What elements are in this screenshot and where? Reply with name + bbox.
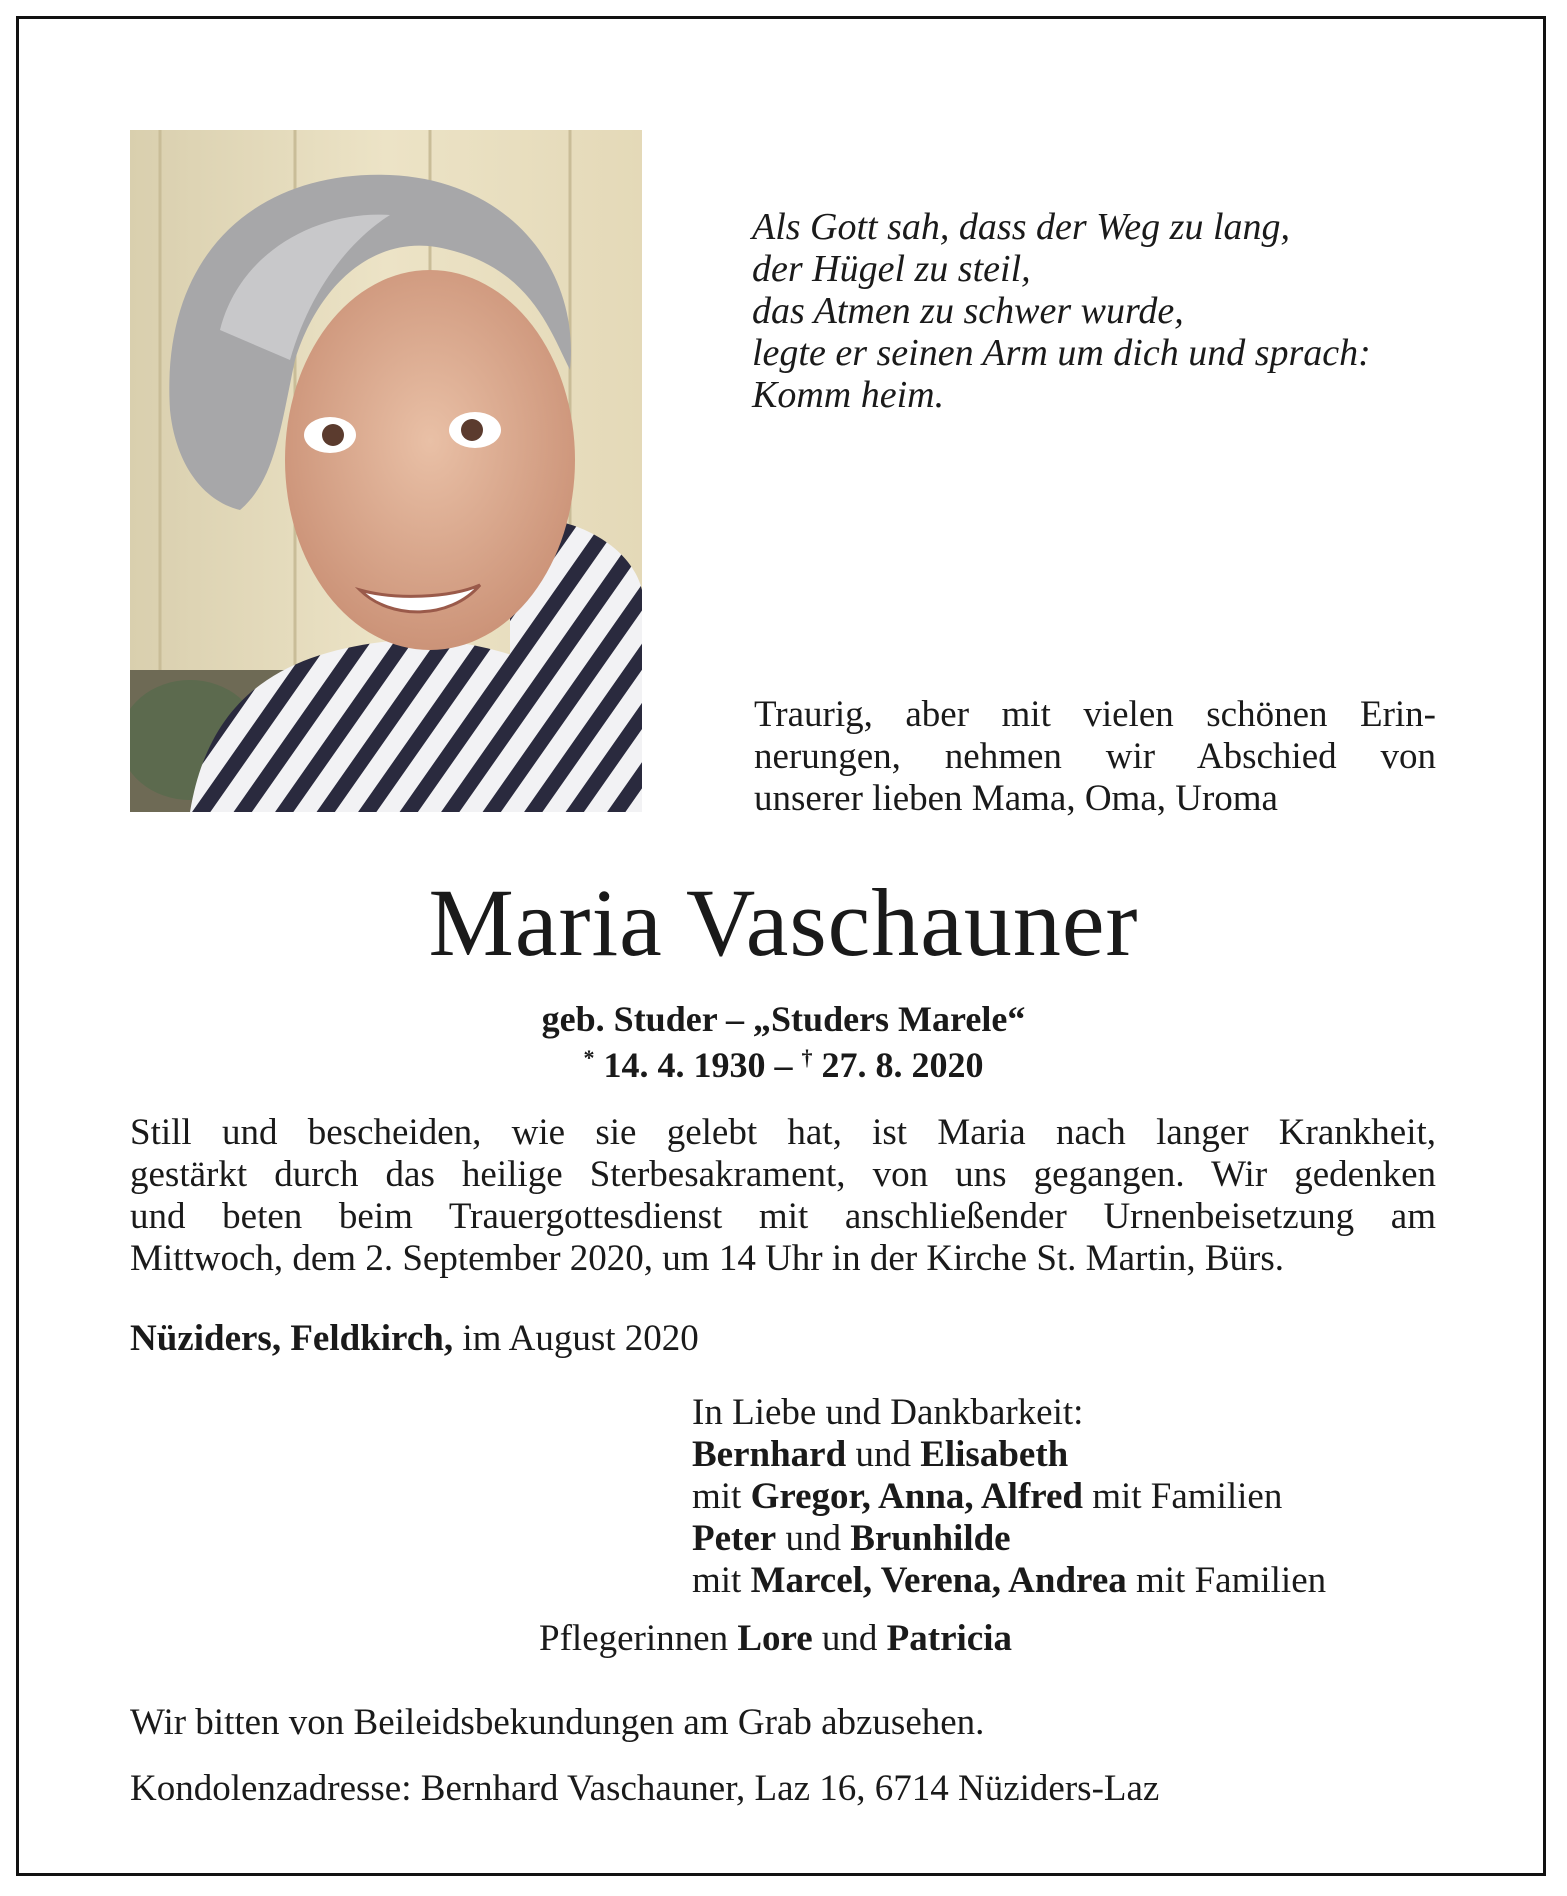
death-date: 27. 8. 2020	[821, 1045, 984, 1085]
place-month: im August 2020	[462, 1318, 699, 1359]
deceased-name: Maria Vaschauner	[428, 869, 1139, 976]
family-line	[692, 1518, 1452, 1560]
birth-name: geb. Studer – „Studers Marele“	[541, 999, 1026, 1039]
family-suffix: mit Familien	[1136, 1560, 1327, 1601]
caregivers-line	[0, 1618, 1012, 1660]
intro-line: nerungen, nehmen wir Abschied von	[754, 736, 1436, 777]
condolence-address: Kondolenzadresse: Bernhard Vaschauner, Laz 16, 6714 Nüziders-Laz	[130, 1768, 1160, 1809]
birth-symbol: *	[583, 1045, 595, 1070]
family-names: Marcel, Verena, Andrea	[750, 1560, 1127, 1601]
family-line	[692, 1434, 1452, 1476]
portrait-illustration	[130, 130, 642, 812]
family-connector: und	[855, 1434, 911, 1475]
caregivers-label: Pflegerinnen	[539, 1618, 729, 1659]
intro-text	[754, 694, 1436, 820]
family-list	[692, 1392, 1452, 1602]
body-line: Mittwoch, dem 2. September 2020, um 14 Uhr in der Kirche St. Martin, Bürs.	[130, 1238, 1285, 1279]
family-heading: In Liebe und Dankbarkeit:	[692, 1392, 1084, 1433]
family-line	[692, 1476, 1452, 1518]
condolence-request: Wir bitten von Beileidsbekundungen am Grab abzusehen.	[130, 1702, 985, 1743]
date-separator: –	[774, 1045, 793, 1085]
body-line: und beten beim Trauergottesdienst mit anschließender Urnenbeisetzung am	[130, 1196, 1436, 1237]
poem-line: das Atmen zu schwer wurde,	[752, 290, 1184, 332]
poem	[752, 206, 1452, 416]
family-connector: mit	[692, 1476, 742, 1517]
body-line: Still und bescheiden, wie sie gelebt hat, ist Maria nach langer Krankheit,	[130, 1112, 1436, 1153]
life-dates	[0, 1037, 1567, 1086]
caregiver-name: Lore	[737, 1618, 813, 1659]
portrait-photo	[130, 130, 642, 812]
family-suffix: mit Familien	[1092, 1476, 1283, 1517]
intro-line: Traurig, aber mit vielen schönen Erin-	[754, 694, 1436, 735]
announcement-body	[130, 1112, 1436, 1280]
poem-line: Komm heim.	[752, 374, 945, 416]
place-locations: Nüziders, Feldkirch,	[130, 1318, 454, 1359]
poem-line: der Hügel zu steil,	[752, 248, 1031, 290]
family-name: Bernhard	[692, 1434, 847, 1475]
family-connector: und	[785, 1518, 841, 1559]
poem-line: legte er seinen Arm um dich und sprach:	[752, 332, 1371, 374]
birth-date: 14. 4. 1930	[603, 1045, 766, 1085]
intro-line: unserer lieben Mama, Oma, Uroma	[754, 778, 1278, 819]
family-names: Gregor, Anna, Alfred	[750, 1476, 1083, 1517]
body-line: gestärkt durch das heilige Sterbesakrament, von uns gegangen. Wir gedenken	[130, 1154, 1436, 1195]
family-name: Elisabeth	[920, 1434, 1069, 1475]
death-symbol: †	[801, 1045, 813, 1070]
caregiver-name: Patricia	[886, 1618, 1012, 1659]
family-connector: und	[821, 1618, 878, 1659]
family-connector: mit	[692, 1560, 742, 1601]
place-date	[130, 1318, 699, 1360]
family-name: Brunhilde	[850, 1518, 1011, 1559]
family-line	[692, 1560, 1452, 1602]
poem-line: Als Gott sah, dass der Weg zu lang,	[752, 206, 1291, 248]
family-name: Peter	[692, 1518, 777, 1559]
